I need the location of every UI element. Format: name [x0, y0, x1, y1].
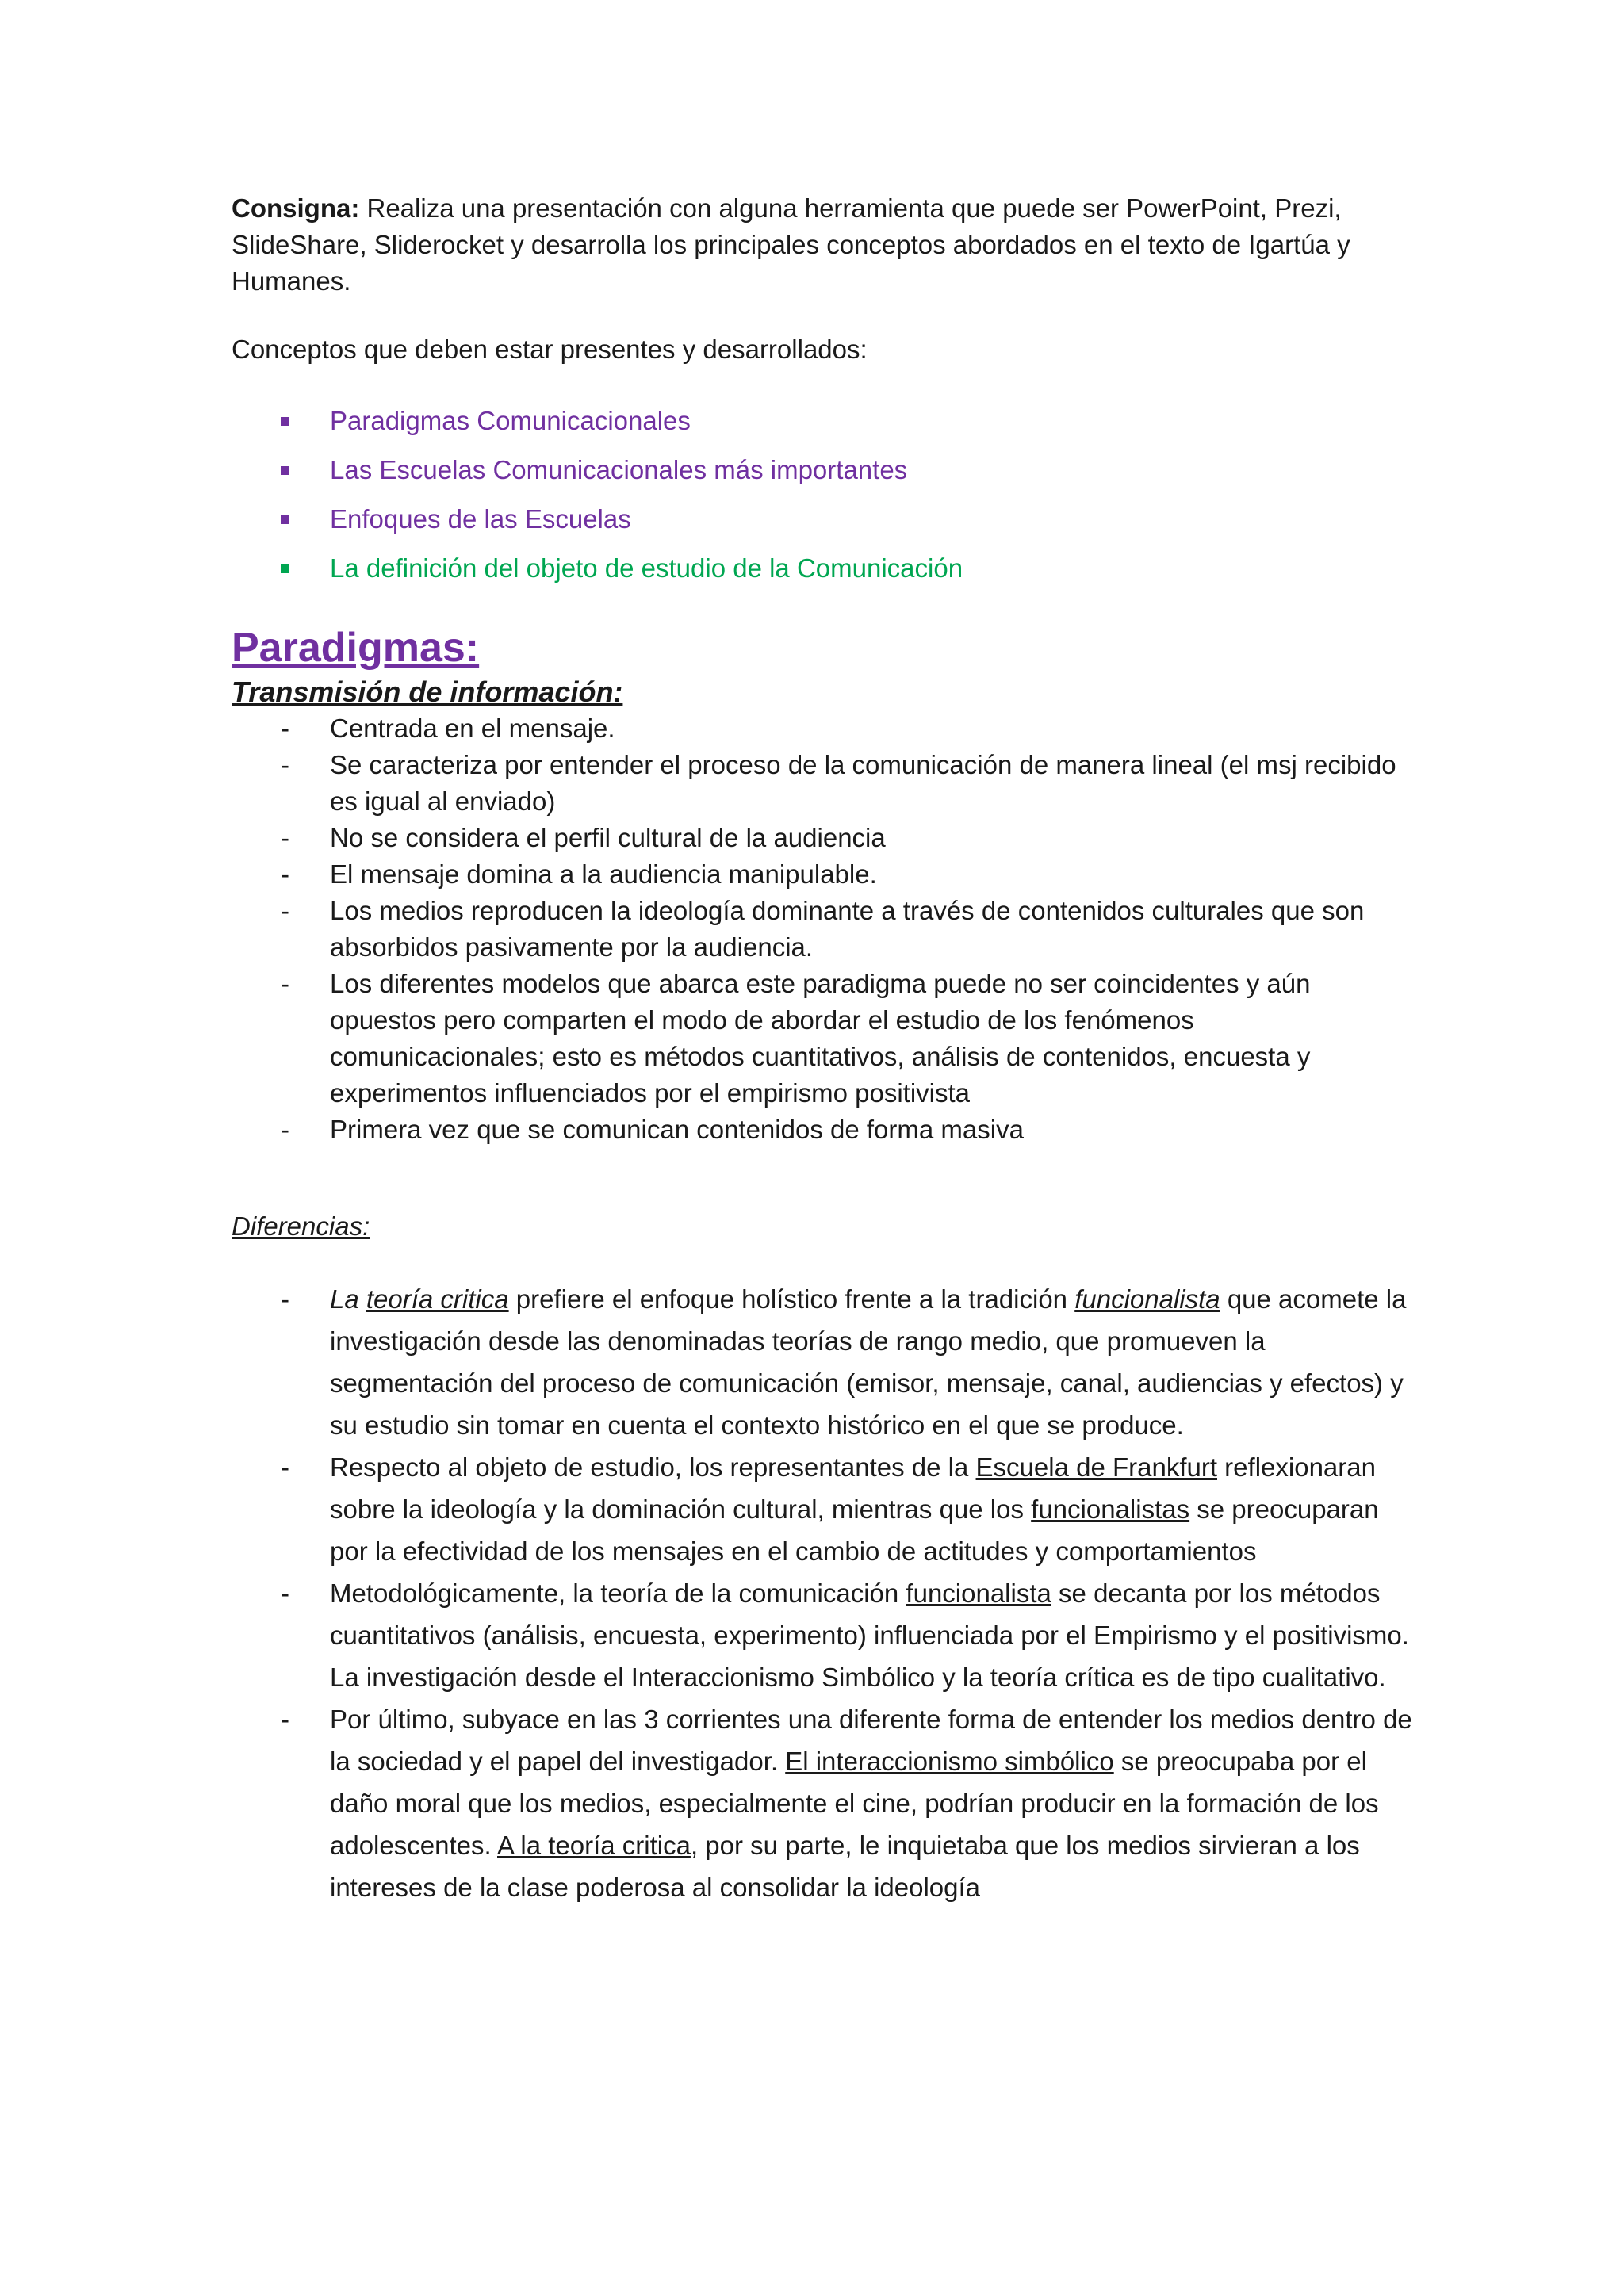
- list-item: [232, 856, 1413, 893]
- dash-bullet: -: [281, 969, 289, 998]
- differences-list: [232, 1278, 1413, 1908]
- instruction-paragraph: [232, 190, 1413, 300]
- concept-text: La definición del objeto de estudio de la Comunicación: [330, 553, 963, 583]
- list-item: [232, 403, 1413, 439]
- item-text: Los diferentes modelos que abarca este paradigma puede no ser coincidentes y aún opuestos pero comparten el modo de abordar el estudio de los fenómenos comunicacionales; esto es métodos cuantitativos, análisis de contenidos, encuesta y experimentos influenciados por el empirismo positivista: [330, 969, 1311, 1108]
- list-item: [232, 452, 1413, 488]
- item-text: El mensaje domina a la audiencia manipulable.: [330, 859, 877, 889]
- term-teoria-critica: teoría critica: [366, 1284, 509, 1314]
- dash-bullet: -: [281, 896, 289, 925]
- dash-bullet: -: [281, 1578, 289, 1608]
- term-interaccionismo: El interaccionismo simbólico: [785, 1747, 1114, 1776]
- dash-bullet: -: [281, 750, 289, 779]
- item-text: reflexionaran sobre la ideología y la dominación cultural, mientras que los: [330, 1452, 1376, 1524]
- list-item: [232, 1446, 1413, 1572]
- dash-bullet: -: [281, 859, 289, 889]
- list-item: [232, 820, 1413, 856]
- list-item: [232, 747, 1413, 820]
- list-item: [232, 1278, 1413, 1446]
- item-text: No se considera el perfil cultural de la audiencia: [330, 823, 886, 852]
- item-text: se preocuparan por la efectividad de los mensajes en el cambio de actitudes y comportamientos: [330, 1494, 1379, 1566]
- term-funcionalistas: funcionalistas: [1031, 1494, 1190, 1524]
- list-item: [232, 1572, 1413, 1698]
- differences-heading: Diferencias:: [232, 1211, 370, 1241]
- instruction-text: Realiza una presentación con alguna herramienta que puede ser PowerPoint, Prezi, SlideShare, Sliderocket y desarrolla los principales conceptos abordados en el texto de Igartúa y Humanes.: [232, 193, 1350, 296]
- item-text: Primera vez que se comunican contenidos de forma masiva: [330, 1115, 1024, 1144]
- dash-bullet: -: [281, 1284, 289, 1314]
- list-item: [232, 550, 1413, 587]
- dash-bullet: -: [281, 714, 289, 743]
- concept-text: Enfoques de las Escuelas: [330, 504, 631, 534]
- term-funcionalista: funcionalista: [906, 1578, 1051, 1608]
- item-text: La: [330, 1284, 366, 1314]
- document-page: [232, 190, 1413, 1908]
- dash-bullet: -: [281, 1705, 289, 1734]
- item-text: Se caracteriza por entender el proceso de la comunicación de manera lineal (el msj recibido es igual al enviado): [330, 750, 1396, 816]
- term-teoria-critica: A la teoría critica: [497, 1831, 691, 1860]
- square-bullet-icon: [281, 417, 289, 426]
- concepts-list: [232, 403, 1413, 587]
- item-text: se decanta por los métodos cuantitativos (análisis, encuesta, experimento) influenciada por el Empirismo y el positivismo. La investigación desde el Interaccionismo Simbólico y la teoría crítica es de tipo cualitativo.: [330, 1578, 1409, 1692]
- instruction-label: Consigna:: [232, 193, 360, 223]
- list-item: [232, 966, 1413, 1112]
- term-funcionalista: funcionalista: [1074, 1284, 1220, 1314]
- item-text: que acomete la investigación desde las denominadas teorías de rango medio, que promueven la segmentación del proceso de comunicación (emisor, mensaje, canal, audiencias y efectos) y su estudio sin tomar en cuenta el contexto histórico en el que se produce.: [330, 1284, 1407, 1440]
- item-text: Los medios reproducen la ideología dominante a través de contenidos culturales que son absorbidos pasivamente por la audiencia.: [330, 896, 1365, 962]
- list-item: [232, 1112, 1413, 1148]
- item-text: Centrada en el mensaje.: [330, 714, 615, 743]
- concepts-heading: Conceptos que deben estar presentes y desarrollados:: [232, 335, 868, 364]
- list-item: [232, 501, 1413, 538]
- list-item: [232, 1698, 1413, 1908]
- square-bullet-icon: [281, 466, 289, 475]
- dash-bullet: -: [281, 1115, 289, 1144]
- square-bullet-icon: [281, 515, 289, 524]
- list-item: [232, 710, 1413, 747]
- square-bullet-icon: [281, 564, 289, 573]
- term-escuela-frankfurt: Escuela de Frankfurt: [975, 1452, 1218, 1482]
- paradigm-list: [232, 710, 1413, 1148]
- item-text: , por su parte, le inquietaba que los medios sirvieran a los intereses de la clase poderosa al consolidar la ideología: [330, 1831, 1360, 1902]
- item-text: Respecto al objeto de estudio, los representantes de la: [330, 1452, 976, 1482]
- item-text: se preocupaba por el daño moral que los medios, especialmente el cine, podrían producir en la formación de los adolescentes.: [330, 1747, 1379, 1860]
- concept-text: Paradigmas Comunicacionales: [330, 406, 691, 435]
- item-text: Por último, subyace en las 3 corrientes una diferente forma de entender los medios dentro de la sociedad y el papel del investigador.: [330, 1705, 1412, 1776]
- concept-text: Las Escuelas Comunicacionales más importantes: [330, 455, 908, 484]
- list-item: [232, 893, 1413, 966]
- item-text: prefiere el enfoque holístico frente a la tradición: [508, 1284, 1075, 1314]
- section-subtitle: Transmisión de información:: [232, 675, 623, 708]
- item-text: Metodológicamente, la teoría de la comunicación: [330, 1578, 906, 1608]
- dash-bullet: -: [281, 1452, 289, 1482]
- section-title: Paradigmas:: [232, 625, 480, 671]
- dash-bullet: -: [281, 823, 289, 852]
